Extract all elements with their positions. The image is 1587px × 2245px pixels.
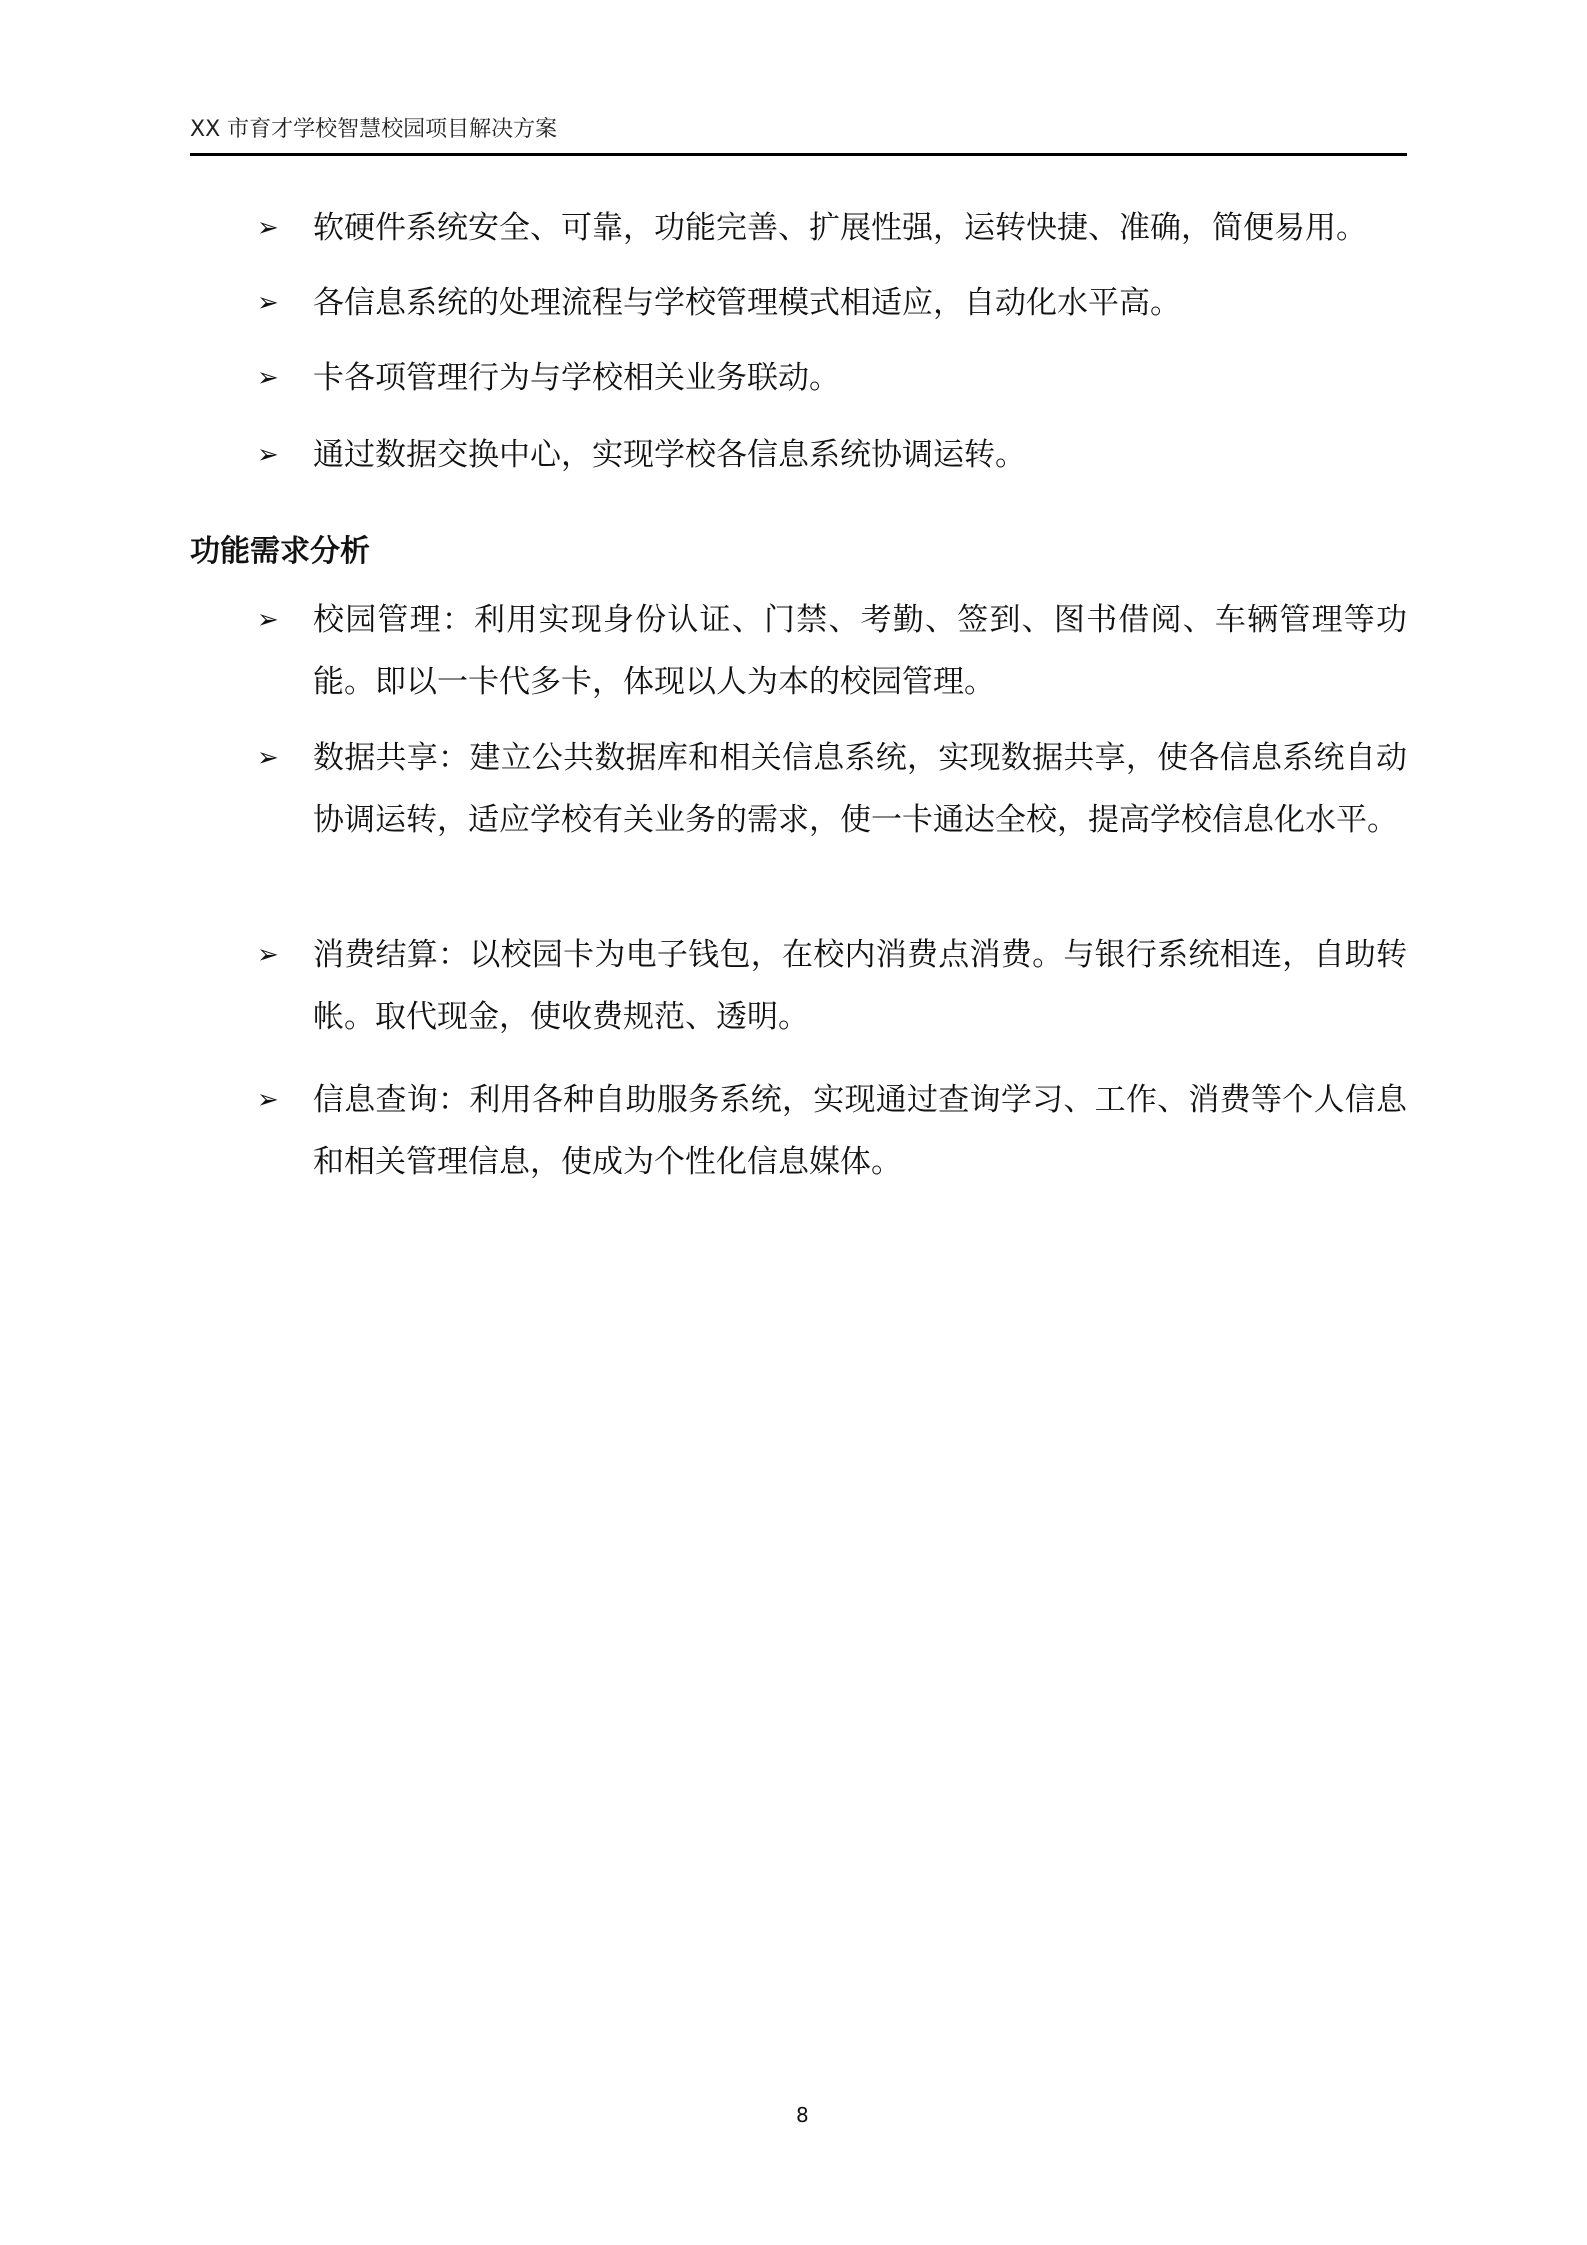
goal-list-item xyxy=(257,197,1407,259)
requirement-text: 消费结算：以校园卡为电子钱包，在校内消费点消费。与银行系统相连，自助转帐。取代现金，使收费规范、透明。 xyxy=(313,937,1407,1035)
arrowhead-bullet-icon: ➢ xyxy=(257,288,279,318)
goal-text: 卡各项管理行为与学校相关业务联动。 xyxy=(313,360,840,396)
requirement-text: 校园管理：利用实现身份认证、门禁、考勤、签到、图书借阅、车辆管理等功能。即以一卡代多卡，体现以人为本的校园管理。 xyxy=(313,602,1407,700)
requirement-list-item xyxy=(257,727,1407,851)
requirement-text: 信息查询：利用各种自助服务系统，实现通过查询学习、工作、消费等个人信息和相关管理信息，使成为个性化信息媒体。 xyxy=(313,1082,1407,1180)
goal-list-item xyxy=(257,272,1407,334)
requirement-list-item xyxy=(257,924,1407,1048)
requirement-list-item xyxy=(257,589,1407,713)
arrowhead-bullet-icon: ➢ xyxy=(257,363,279,393)
page-number: 8 xyxy=(796,2103,809,2127)
arrowhead-bullet-icon: ➢ xyxy=(257,940,279,970)
arrowhead-bullet-icon: ➢ xyxy=(257,1085,279,1115)
goal-text: 软硬件系统安全、可靠，功能完善、扩展性强，运转快捷、准确，简便易用。 xyxy=(313,210,1367,246)
goal-text: 各信息系统的处理流程与学校管理模式相适应，自动化水平高。 xyxy=(313,285,1181,321)
goal-list-item xyxy=(257,424,1407,486)
section-heading: 功能需求分析 xyxy=(190,534,370,569)
header-divider xyxy=(190,153,1407,156)
goal-list-item xyxy=(257,347,1407,409)
requirement-text: 数据共享：建立公共数据库和相关信息系统，实现数据共享，使各信息系统自动协调运转，适应学校有关业务的需求，使一卡通达全校，提高学校信息化水平。 xyxy=(313,740,1407,838)
arrowhead-bullet-icon: ➢ xyxy=(257,605,279,635)
arrowhead-bullet-icon: ➢ xyxy=(257,213,279,243)
arrowhead-bullet-icon: ➢ xyxy=(257,440,279,470)
requirement-list-item xyxy=(257,1069,1407,1193)
document-header-title: XX 市育才学校智慧校园项目解决方案 xyxy=(190,117,558,142)
arrowhead-bullet-icon: ➢ xyxy=(257,743,279,773)
goal-text: 通过数据交换中心，实现学校各信息系统协调运转。 xyxy=(313,437,1026,473)
